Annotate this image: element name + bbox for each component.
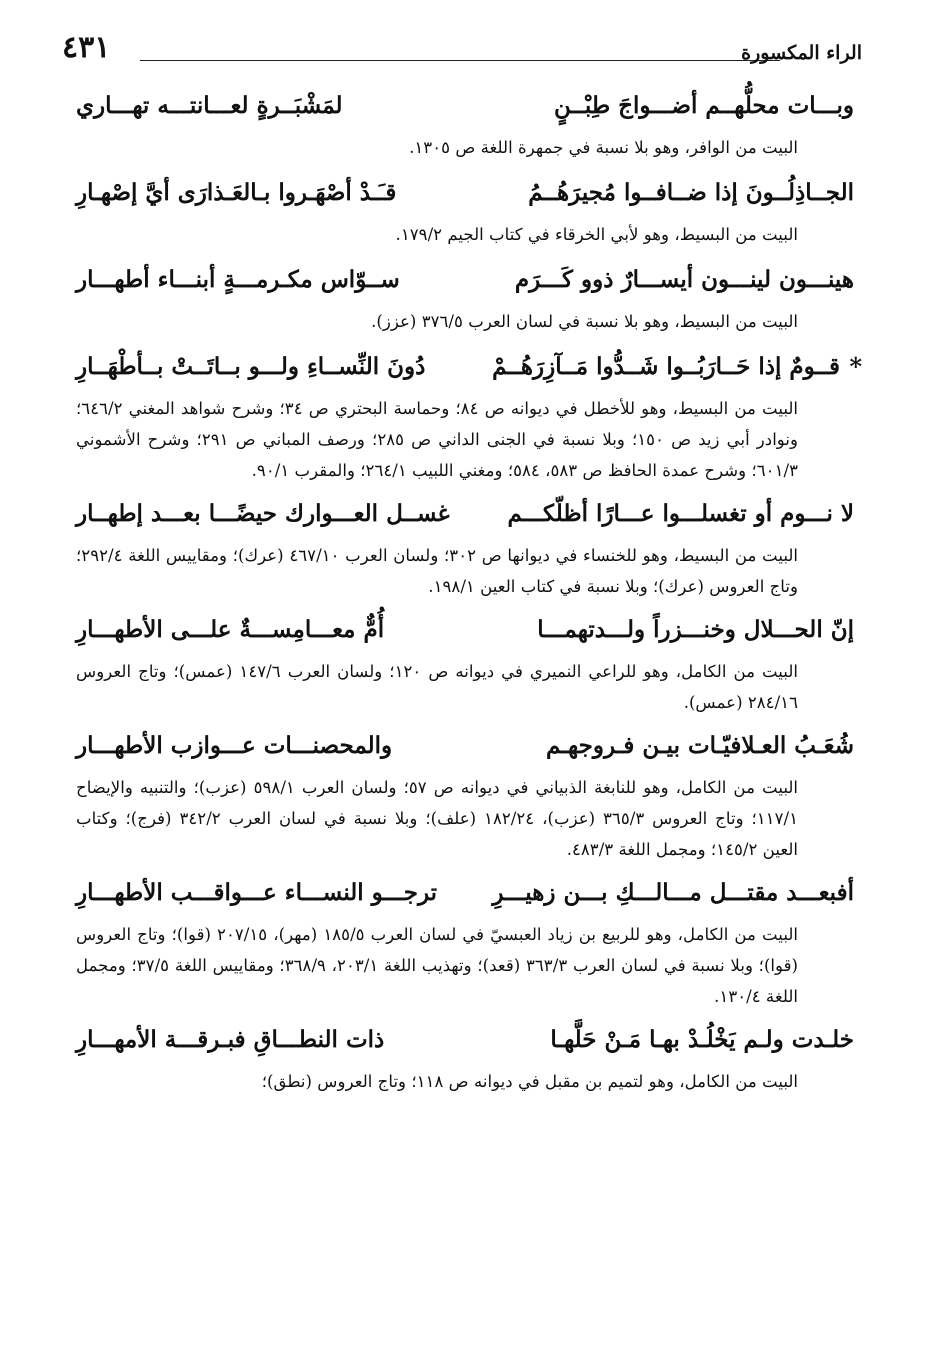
verse-citation: البيت من البسيط، وهو للخنساء في ديوانها ص ٣٠٢؛ ولسان العرب ٤٦٧/١٠ (عرك)؛ ومقاييس اللغة ٢٩٢/٤؛ وتاج العروس (عرك)؛ وبلا نسبة في كتاب العين ١٩٨/١.	[76, 546, 799, 596]
verse-marker: *	[849, 352, 862, 381]
verse-hemistich-first: إنّ الحـــلال وخنـــزراً ولـــدتهمـــا	[537, 616, 854, 643]
running-title: الراء المكسورة	[741, 42, 862, 64]
verse-hemistich-second: ذات النطـــاقِ فبـرقـــة الأمهـــارِ	[76, 1026, 385, 1053]
verse-citation: البيت من الكامل، وهو لتميم بن مقبل في ديوانه ص ١١٨؛ وتاج العروس (نطق)؛	[261, 1072, 798, 1091]
verse-citation: البيت من البسيط، وهو بلا نسبة في لسان العرب ٣٧٦/٥ (عزز).	[371, 312, 798, 331]
verse-citation: البيت من الكامل، وهو للراعي النميري في ديوانه ص ١٢٠؛ ولسان العرب ١٤٧/٦ (عمس)؛ وتاج العروس ٢٨٤/١٦ (عمس).	[76, 662, 798, 712]
verse-hemistich-first: الجــاذِلُــونَ إذا ضــافــوا مُجيرَهُــمُ	[528, 179, 854, 206]
verse-citation: البيت من الوافر، وهو بلا نسبة في جمهرة اللغة ص ١٣٠٥.	[409, 138, 798, 157]
verse-line	[76, 604, 854, 656]
verse-hemistich-second: دُونَ النِّســاءِ ولـــو بــاتَــتْ بــأطْهَــارِ	[76, 353, 426, 380]
verse-line	[76, 254, 854, 306]
verse-hemistich-first: لا نـــوم أو تغسلـــوا عـــارًا أظلّكـــم	[507, 500, 854, 527]
verse-hemistich-first: وبـــات محلُّهــم أضـــواجَ طِبْــنٍ	[553, 92, 854, 119]
verse-hemistich-first: شُعَـبُ العـلافيّـات بيـن فـروجهـم	[546, 732, 854, 759]
verse-citation: البيت من البسيط، وهو للأخطل في ديوانه ص ٨٤؛ وحماسة البحتري ص ٣٤؛ وشرح شواهد المغني ٦٤٦/٢؛ ونوادر أبي زيد ص ١٥٠؛ وبلا نسبة في الجنى الداني ص ٢٨٥؛ ورصف المباني ص ٢٩١؛ وشرح الأشموني ٦٠١/٣؛ وشرح عمدة الحافظ ص ٥٨٣، ٥٨٤؛ ومغني اللبيب ٢٦٤/١؛ والمقرب ٩٠/١.	[76, 399, 799, 480]
verse-hemistich-second: والمحصنـــات عـــوازب الأطهـــار	[76, 732, 393, 759]
verse-line	[76, 1014, 854, 1066]
verse-line	[76, 80, 854, 132]
page-number: ٤٣١	[62, 30, 111, 65]
verse-hemistich-second: ترجـــو النســـاء عـــواقـــب الأطهـــارِ	[76, 879, 438, 906]
verse-hemistich-first: خلـدت ولـم يَخْلُـدْ بهـا مَـنْ حَلَّهـا	[550, 1026, 854, 1053]
verse-line	[76, 867, 854, 919]
verse-line	[76, 341, 862, 393]
verse-citation: البيت من البسيط، وهو لأبي الخرقاء في كتاب الجيم ١٧٩/٢.	[395, 225, 798, 244]
verse-hemistich-first: هينـــون لينـــون أيســـارٌ ذوو كَـــرَم	[514, 266, 854, 293]
verse-line	[76, 167, 854, 219]
verse-hemistich-second: ســوّاس مكـرمـــةٍ أبنـــاء أطهـــار	[76, 266, 400, 293]
verse-hemistich-second: قـَـدْ أصْهَـروا بـالعَـذارَى أيَّ إصْهـارِ	[76, 179, 397, 206]
verse-hemistich-second: غســل العـــوارك حيضًـــا بعـــد إطهــار	[76, 500, 450, 527]
verse-line	[76, 488, 854, 540]
verse-hemistich-first: قــومٌ إذا حَــارَبُــوا شَــدُّوا مَــآزِرَهُــمْ	[492, 353, 840, 380]
verse-hemistich-first: أفبعـــد مقتـــل مـــالـــكِ بـــن زهيـــرِ	[492, 879, 854, 906]
verse-hemistich-second: أُمٌّ معـــامِســـةٌ علـــى الأطهـــارِ	[76, 616, 385, 643]
verse-citation: البيت من الكامل، وهو للربيع بن زياد العبسيّ في لسان العرب ١٨٥/٥ (مهر)، ٢٠٧/١٥ (قوا)؛ وتاج العروس (قوا)؛ وبلا نسبة في لسان العرب ٣٦٣/٣ (قعد)؛ وتهذيب اللغة ٢٠٣/١، ٣٦٨/٩؛ ومقاييس اللغة ٣٧/٥؛ ومجمل اللغة ١٣٠/٤.	[76, 925, 799, 1006]
verse-citation: البيت من الكامل، وهو للنابغة الذبياني في ديوانه ص ٥٧؛ ولسان العرب ٥٩٨/١ (عزب)؛ والتنبيه والإيضاح ١١٧/١؛ وتاج العروس ٣٦٥/٣ (عزب)، ١٨٢/٢٤ (علف)؛ وبلا نسبة في لسان العرب ٣٤٢/٢ (فرج)؛ وكتاب العين ١٤٥/٢؛ ومجمل اللغة ٤٨٣/٣.	[76, 778, 799, 859]
verse-line	[76, 720, 854, 772]
page-header	[62, 30, 862, 74]
verse-hemistich-second: لمَشْبَــرةٍ لعـــانتـــه تهـــاري	[76, 92, 343, 119]
page-body	[76, 80, 862, 1099]
header-rule	[140, 60, 780, 61]
